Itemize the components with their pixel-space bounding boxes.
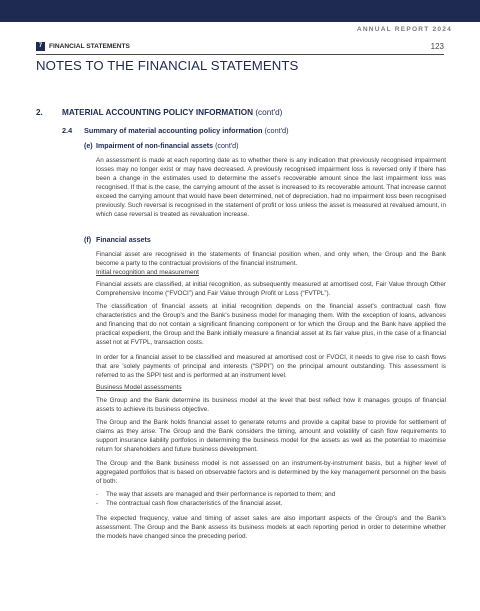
item-f-para3-block <box>96 302 446 347</box>
item-f-para5: The Group and the Bank determine its business model at the level that best reflect how it manages groups of financial assets to achieve its business objective. <box>96 397 446 414</box>
item-f-sub1-block <box>96 269 446 276</box>
item-f-para3: The classification of financial assets at initial recognition depends on the financial asset's contractual cash flow characteristics and the Group's and the Bank's business model for managing them. With the exception of loans, advances and financing that do not contain a significant financing component or for which the Group and the Bank have applied the practical expedient, the Group and the Bank initially measure a financial asset at its fair value plus, in the case of a financial asset not at FVTPL, transaction costs. <box>96 303 446 347</box>
item-e-label: (e) <box>84 142 93 150</box>
section-name: FINANCIAL STATEMENTS <box>49 43 130 50</box>
item-f-label: (f) <box>84 236 92 244</box>
item-f-para7: The Group and the Bank business model is not assessed on an instrument-by-instrument basis, but a higher level of aggregated portfolios that is based on observable factors and is determined by the key management personnel on the basis of both: <box>96 460 446 486</box>
header-band <box>0 0 480 22</box>
page-number: 123 <box>430 42 444 51</box>
section-number-badge: 7 <box>36 42 45 51</box>
item-e-heading <box>96 142 239 150</box>
item-f-para8-block <box>96 514 446 541</box>
heading1-text: MATERIAL ACCOUNTING POLICY INFORMATION <box>62 108 254 117</box>
list-item-text: The way that assets are managed and their performance is reported to them; and <box>106 491 336 498</box>
item-f-para5-block <box>96 396 446 414</box>
heading2 <box>84 126 289 135</box>
item-f-para2-block <box>96 280 446 298</box>
heading2-number: 2.4 <box>62 126 73 135</box>
item-f-para6: The Group and the Bank holds financial asset to generate returns and provide a capital base to provide for settlement of claims as they arise. The Group and the Bank considers the timing, amount and volatility of cash flow requirements to support insurance liability portfolios in determining the business model for the assets as well as the potential to maximise return for shareholders and future business development. <box>96 419 446 454</box>
heading1 <box>62 108 282 117</box>
item-f-title: Financial assets <box>96 236 151 244</box>
list-item-text: The contractual cash flow characteristics of the financial asset. <box>106 500 283 507</box>
item-e-title: Impairment of non-financial assets <box>96 142 214 150</box>
heading1-number: 2. <box>36 108 43 117</box>
section-bar <box>36 42 444 55</box>
item-f-subheading-initial-recognition: Initial recognition and measurement <box>96 269 199 276</box>
list-item: - The way that assets are managed and their performance is reported to them; and <box>96 491 336 498</box>
item-e-cont: (cont'd) <box>215 142 239 150</box>
item-f-para2: Financial assets are classified, at initial recognition, as subsequently measured at amortised cost, Fair Value through Other Comprehensive Income (“FVOCI”) and Fair Value through Profit or Loss (“FVTPL”). <box>96 281 446 298</box>
item-e-body <box>96 156 446 219</box>
item-f-para7-block <box>96 459 446 486</box>
page-title: NOTES TO THE FINANCIAL STATEMENTS <box>36 58 299 73</box>
item-f-subheading-business-model: Business Model assessments <box>96 384 182 391</box>
heading1-cont: (cont'd) <box>255 108 283 117</box>
heading2-text: Summary of material accounting policy information <box>84 126 263 135</box>
item-f-para1: Financial asset are recognised in the statements of financial position when, and only when, the Group and the Bank become a party to the contractual provisions of the financial instrument. <box>96 251 446 268</box>
item-f-bullets <box>96 490 446 508</box>
item-f-para6-block <box>96 418 446 454</box>
item-f-para1-block <box>96 250 446 268</box>
item-f-para8: The expected frequency, value and timing of asset sales are also important aspects of the Group's and the Bank's assessment. The Group and the Bank assess its business models at each reporting period in order to determine whether the models have changed since the preceding period. <box>96 515 446 541</box>
item-f-sub2-block <box>96 384 446 391</box>
item-e-paragraph: An assessment is made at each reporting date as to whether there is any indication that previously recognised impairment losses may no longer exist or may have decreased. A previously recognised impairment loss is reversed only if there has been a change in the estimates used to determine the asset's recoverable amount since the last impairment loss was recognised. If that is the case, the carrying amount of the asset is increased to its recoverable amount. That increase cannot exceed the carrying amount that would have been determined, net of depreciation, had no impairment loss been recognised previously. Such reversal is recognised in the statement of profit or loss unless the asset is measured at revalued amount, in which case reversal is treated as revaluation increase. <box>96 157 446 219</box>
item-f-para4-block <box>96 353 446 380</box>
heading2-cont: (cont'd) <box>264 126 289 135</box>
list-item: - The contractual cash flow characteristics of the financial asset. <box>96 500 283 507</box>
item-f-para4: In order for a financial asset to be classified and measured at amortised cost or FVOCI, it needs to give rise to cash flows that are 'solely payments of principal and interests (“SPPI”) on the principal amount outstanding. This assessment is referred to as the SPPI test and is performed at an instrument level. <box>96 354 446 380</box>
report-label: ANNUAL REPORT 2024 <box>356 26 452 33</box>
